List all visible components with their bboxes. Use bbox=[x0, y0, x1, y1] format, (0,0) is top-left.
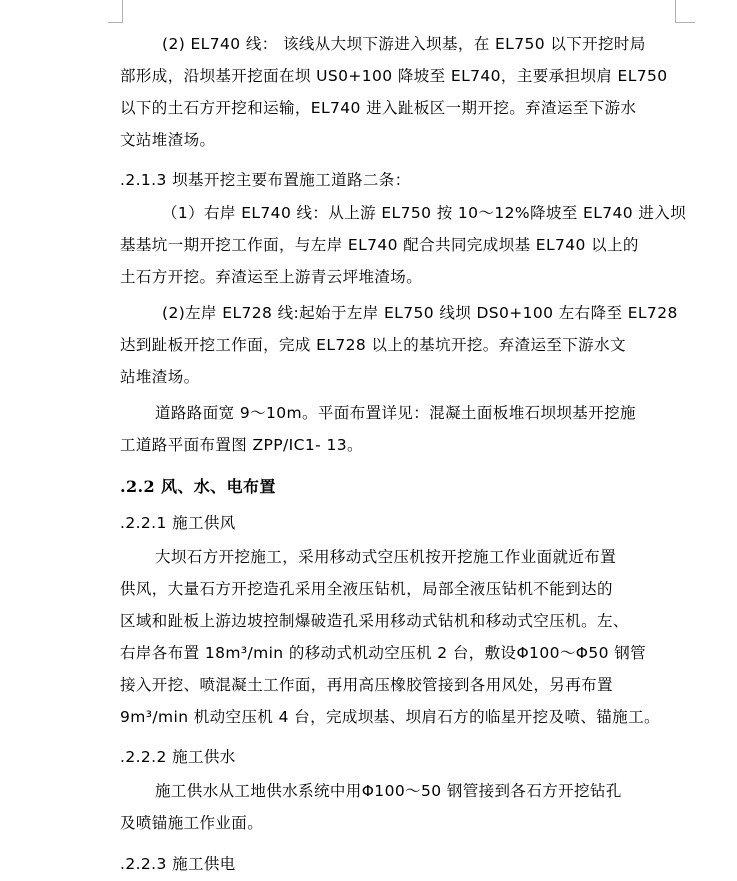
paragraph-line: 供风，大量石方开挖造孔采用全液压钻机，局部全液压钻机不能到达的 bbox=[120, 580, 613, 598]
paragraph-line: (2)左岸 EL728 线:起始于左岸 EL750 线坝 DS0+100 左右降至 EL728 bbox=[162, 304, 678, 322]
section-heading: .2.1.3 坝基开挖主要布置施工道路二条： bbox=[120, 171, 411, 189]
paragraph-line: 接入开挖、喷混凝土工作面，再用高压橡胶管接到各用风处，另再布置 bbox=[120, 676, 613, 694]
page-corner-mark-right-vertical bbox=[675, 0, 676, 23]
paragraph-line: （1）右岸 EL740 线：从上游 EL750 按 10～12%降坡至 EL740 进入坝 bbox=[162, 204, 687, 222]
paragraph-line: 土石方开挖。弃渣运至上游青云坪堆渣场。 bbox=[120, 268, 423, 286]
paragraph-line: 基基坑一期开挖工作面，与左岸 EL740 配合共同完成坝基 EL740 以上的 bbox=[120, 236, 639, 254]
page-corner-mark-left-horizontal bbox=[108, 22, 123, 23]
paragraph-line: 以下的土石方开挖和运输，EL740 进入趾板区一期开挖。弃渣运至下游水 bbox=[120, 99, 637, 117]
paragraph-line: 右岸各布置 18m³/min 的移动式机动空压机 2 台，敷设Φ100～Φ50 钢管 bbox=[120, 644, 646, 662]
page-corner-mark-right-horizontal bbox=[675, 22, 695, 23]
subsection-heading: .2.2.2 施工供水 bbox=[120, 748, 236, 766]
paragraph-line: (2) EL740 线： 该线从大坝下游进入坝基，在 EL750 以下开挖时局 bbox=[162, 35, 646, 53]
paragraph-line: 区域和趾板上游边坡控制爆破造孔采用移动式钻机和移动式空压机。左、 bbox=[120, 612, 629, 630]
paragraph-line: 9m³/min 机动空压机 4 台，完成坝基、坝肩石方的临星开挖及喷、锚施工。 bbox=[120, 708, 660, 726]
paragraph-line: 工道路平面布置图 ZPP/IC1- 13。 bbox=[120, 436, 363, 454]
paragraph-line: 站堆渣场。 bbox=[120, 368, 200, 386]
paragraph-line: 达到趾板开挖工作面，完成 EL728 以上的基坑开挖。弃渣运至下游水文 bbox=[120, 336, 626, 354]
section-heading: .2.2 风、水、电布置 bbox=[120, 477, 276, 496]
paragraph-line: 大坝石方开挖施工，采用移动式空压机按开挖施工作业面就近布置 bbox=[155, 548, 617, 566]
page-corner-mark-left-vertical bbox=[122, 0, 123, 23]
paragraph-line: 部形成，沿坝基开挖面在坝 US0+100 降坡至 EL740，主要承担坝肩 EL750 bbox=[120, 67, 668, 85]
subsection-heading: .2.2.1 施工供风 bbox=[120, 514, 236, 532]
paragraph-line: 及喷锚施工作业面。 bbox=[120, 814, 264, 832]
subsection-heading: .2.2.3 施工供电 bbox=[120, 855, 236, 873]
paragraph-line: 文站堆渣场。 bbox=[120, 131, 216, 149]
paragraph-line: 道路路面宽 9～10m。平面布置详见：混凝土面板堆石坝坝基开挖施 bbox=[155, 404, 636, 422]
paragraph-line: 施工供水从工地供水系统中用Φ100～50 钢管接到各石方开挖钻孔 bbox=[155, 782, 622, 800]
